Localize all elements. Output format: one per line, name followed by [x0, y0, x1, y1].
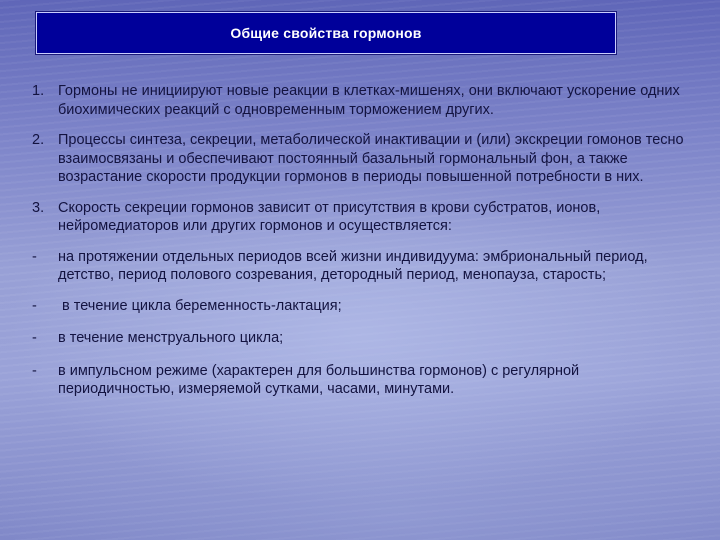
- dash-item-1-text: на протяжении отдельных периодов всей жизни индивидуума: эмбриональный период, детство, период полового созревания, детородный период, менопауза, старость;: [58, 248, 648, 283]
- dash-item-4-marker: -: [32, 362, 37, 379]
- list-item-3: [32, 199, 692, 236]
- dash-item-3: [32, 329, 692, 348]
- dash-item-1: [32, 248, 692, 285]
- list-item-1-text: Гормоны не инициируют новые реакции в клетках-мишенях, они включают ускорение одних биохимических реакций с одновременным торможением других.: [58, 83, 680, 118]
- list-item-1-number: 1.: [32, 83, 45, 99]
- dash-item-1-marker: -: [32, 248, 37, 265]
- dash-item-3-text: в течение менструального цикла;: [58, 330, 284, 346]
- list-item-3-number: 3.: [32, 199, 45, 216]
- dash-item-3-marker: -: [32, 330, 37, 346]
- slide-title: Общие свойства гормонов: [230, 25, 422, 41]
- dash-item-2-text: в течение цикла беременность-лактация;: [62, 297, 342, 314]
- list-item-2: [32, 131, 692, 187]
- dash-item-2-marker: -: [32, 297, 37, 314]
- dash-item-2: [32, 297, 692, 316]
- dash-item-4-text: в импульсном режиме (характерен для большинства гормонов) с регулярной периодичностью, измеряемой сутками, часами, минутами.: [58, 362, 580, 397]
- title-box: [36, 12, 616, 54]
- list-item-1: [32, 82, 692, 119]
- list-item-2-number: 2.: [32, 132, 45, 148]
- list-item-3-text: Скорость секреции гормонов зависит от присутствия в крови субстратов, ионов, нейромедиаторов или других гормонов и осуществляется:: [58, 199, 601, 234]
- slide-content: [32, 82, 692, 411]
- list-item-2-text: Процессы синтеза, секреции, метаболической инактивации и (или) экскреции гомонов тесно взаимосвязаны и обеспечивают постоянный базальный гормональный фон, а также возрастание скорости продукции гормонов в периоды повышенной потребности в них.: [58, 132, 684, 185]
- dash-item-4: [32, 362, 692, 399]
